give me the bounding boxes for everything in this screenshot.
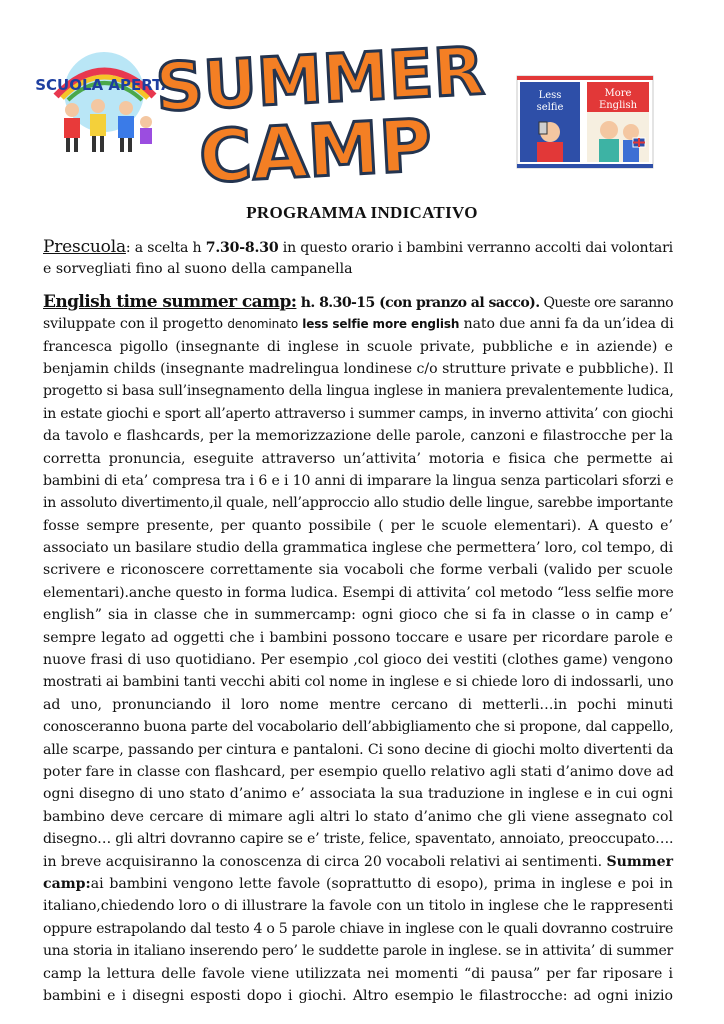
less-selfie-more-english-badge	[517, 76, 653, 168]
english-line-26	[43, 851, 673, 873]
paragraph-line: alle scarpe, passando per cintura e pantaloni. Ci sono decine di giochi molto divertenti da	[43, 741, 674, 758]
english-denominato: denominato	[227, 317, 299, 332]
scuola-aperta-logo	[35, 52, 173, 160]
paragraph-line: francesca pigollo (insegnante di inglese in scuole private, pubbliche e in aziende) e	[43, 338, 673, 355]
header	[0, 0, 724, 200]
english-line-1	[43, 291, 673, 313]
english-line-26-a: in breve acquisiranno la conoscenza di circa 20 vocaboli relativi ai sentimenti.	[43, 853, 607, 870]
paragraph-line: mostrati ai bambini tanti vecchi abiti col nome in inglese e si chiede loro di indossarli, uno	[43, 674, 674, 691]
project-name: less selfie more english	[298, 317, 460, 332]
prescuola-text-a: a scelta h	[130, 240, 206, 256]
paragraph-line: bambini di eta’ compresa tra i 6 e i 10 anni di imparare la lingua senza particolari sforzi e	[43, 472, 674, 489]
english-tail-lines	[43, 895, 673, 1007]
prescuola-colon: :	[125, 240, 131, 256]
prescuola-text-b: in questo orario i bambini verranno accolti dai volontari	[278, 240, 673, 256]
camp-label: camp:	[43, 875, 91, 892]
prescuola-title: Prescuola	[43, 237, 126, 257]
english-line-2-a: sviluppate con il progetto	[43, 316, 228, 333]
paragraph-line: ogni disegno di uno stato d’animo e’ associata la sua traduzione in inglese e in cui ogni	[43, 786, 673, 803]
camp-text: CAMP	[196, 102, 435, 200]
paragraph-line: disegno… gli altri dovranno capire se e’ triste, felice, spaventato, annoiato, preoccupato….	[43, 831, 674, 848]
paragraph-line: associato un basilare studio della grammatica inglese che permettera’ loro, col tempo, di	[43, 540, 673, 557]
paragraph-line: bambino deve cercare di mimare agli altri lo stato d’animo che gli viene assegnato col	[43, 808, 673, 825]
paragraph-line: corretta pronuncia, eseguite attraverso un’attivita’ motoria e fisica che permette ai	[43, 450, 673, 467]
prescuola-line-2: e sorvegliati fino al suono della campanella	[43, 261, 353, 278]
paragraph-line: in estate giochi e sport all’aperto attraverso i summer camps, in inverno attivita’ con giochi	[43, 405, 674, 422]
paragraph-line: poter fare in classe con flashcard, per esempio quello relativo agli stati d’animo dove ad	[43, 763, 674, 780]
document-body	[43, 236, 673, 1007]
english-line-2-b: nato due anni fa da un’idea di	[459, 316, 674, 333]
english-line-1-tail: Queste ore saranno	[539, 294, 674, 311]
paragraph-line: benjamin childs (insegnante madrelingua londinese c/o strutture private e pubbliche). Il	[43, 360, 674, 377]
paragraph-line: da tavolo e flashcards, per la memorizzazione delle parole, canzoni e filastrocche per la	[43, 428, 673, 445]
page-heading: PROGRAMMA INDICATIVO	[246, 203, 478, 222]
badge-less-text: Less	[538, 90, 562, 101]
english-hours: h. 8.30-15 (con pranzo al sacco).	[296, 294, 540, 311]
paragraph-line: scrivere e riconoscere correttamente sia vocaboli che forme verbali (valido per scuole	[43, 562, 673, 579]
summer-label: Summer	[606, 853, 674, 870]
prescuola-line-1	[43, 236, 673, 258]
english-line-2	[43, 313, 673, 335]
paragraph-line: italiano,chiedendo loro o di illustrare la favole con un titolo in inglese che le rappresenti	[43, 898, 674, 915]
paragraph-line: english” sia in classe che in summercamp: ogni gioco che si fa in classe o in camp e’	[43, 607, 673, 624]
english-line-27	[43, 873, 673, 895]
paragraph-line: camp la lettura delle favole viene utilizzata nei momenti “di pausa” per far riposare i	[43, 965, 673, 982]
paragraph-line: progetto si basa sull’insegnamento della lingua inglese in maniera prevalentemente ludica,	[43, 383, 674, 400]
english-body-lines	[43, 336, 673, 851]
paragraph-line: conosceranno buona parte del vocabolario dell’abbigliamento che si propone, dal cappello,	[43, 719, 674, 736]
paragraph-line: fosse sempre presente, per quanto possibile ( per le scuole elementari). A questo e’	[43, 517, 673, 534]
paragraph-line: bambini e i disegni esposti dopo i giochi. Altro esempio le filastrocche: ad ogni inizio	[43, 987, 673, 1004]
english-title: English time summer camp:	[43, 291, 297, 312]
badge-english-text: English	[598, 100, 638, 111]
badge-more-text: More	[604, 88, 632, 99]
summer-text: SUMMER	[153, 32, 486, 127]
summer-camp-logo	[153, 32, 486, 200]
paragraph-line: elementari).anche questo in forma ludica. Esempi di attivita’ col metodo “less selfie more	[43, 584, 674, 601]
paragraph-line: in assoluto divertimento,il quale, nell’approccio allo studio delle lingue, sarebbe importante	[43, 495, 673, 512]
paragraph-line: nuove frasi di uso quotidiano. Per esempio ,col gioco dei vestiti (clothes game) vengono	[43, 652, 673, 669]
english-line-27-b: ai bambini vengono lette favole (soprattutto di esopo), prima in inglese e poi in	[90, 875, 673, 892]
scuola-aperta-text: SCUOLA APERTA	[35, 76, 173, 94]
paragraph-line: oppure estrapolando dal testo 4 o 5 parole chiave in inglese con le quali dovranno costruire	[43, 920, 674, 937]
badge-selfie-text: selfie	[536, 102, 564, 113]
paragraph-line: una storia in italiano inserendo pero’ le suddette parole in inglese. se in attivita’ di summer	[43, 943, 673, 960]
paragraph-line: sempre legato ad oggetti che i bambini possono toccare e usare per ricordare parole e	[43, 629, 673, 646]
prescuola-time: 7.30-8.30	[205, 240, 279, 256]
paragraph-line: ad uno, pronunciando il loro nome mentre cercano di metterli…in pochi minuti	[43, 696, 673, 713]
